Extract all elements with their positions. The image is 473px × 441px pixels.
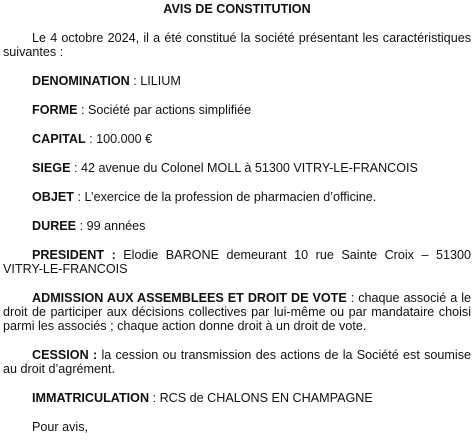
field-label: FORME (32, 103, 78, 117)
field-label: SIEGE (32, 161, 71, 175)
closing-line: Pour avis, (32, 420, 88, 434)
field-separator: : (76, 219, 87, 233)
field-separator: : (346, 291, 359, 305)
field-label: ADMISSION AUX ASSEMBLEES ET DROIT DE VOTE (32, 291, 347, 305)
notice-title: AVIS DE CONSTITUTION (163, 2, 311, 16)
field-value: Société par actions simplifiée (87, 103, 252, 117)
field-value: chaque associé a le droit de participer aux décisions collectives par lui-même ou par mandataire choisi parmi les associés ; chaque action donne droit à un droit de vote. (3, 291, 471, 333)
field-siege (3, 161, 471, 175)
field-duree (3, 219, 471, 233)
field-separator: : (129, 74, 141, 88)
field-label: DENOMINATION (32, 74, 130, 88)
field-label: OBJET (32, 190, 74, 204)
field-separator: : (70, 161, 81, 175)
field-value: 99 années (86, 219, 146, 233)
field-objet (3, 190, 471, 204)
field-separator: : (149, 391, 160, 405)
field-value: 100.000 € (96, 132, 153, 146)
field-separator: : (77, 103, 88, 117)
field-cession (3, 348, 471, 376)
field-separator: : (85, 132, 97, 146)
field-label: IMMATRICULATION (32, 391, 150, 405)
field-value: L’exercice de la profession de pharmacien d’officine. (84, 190, 377, 204)
field-separator: : (74, 190, 85, 204)
field-label: CESSION : (32, 348, 98, 362)
field-admission (3, 291, 471, 333)
field-value: Elodie BARONE demeurant 10 rue Sainte Croix – 51300 VITRY-LE-FRANCOIS (3, 248, 471, 276)
field-denomination (3, 74, 471, 88)
field-president (3, 248, 471, 276)
field-value: RCS de CHALONS EN CHAMPAGNE (159, 391, 373, 405)
field-immatriculation (3, 391, 471, 405)
field-forme (3, 103, 471, 117)
field-label: PRESIDENT : (32, 248, 116, 262)
field-label: DUREE (32, 219, 77, 233)
field-value: LILIUM (140, 74, 181, 88)
field-value: la cession ou transmission des actions de la Société est soumise au droit d’agrément. (3, 348, 472, 376)
field-capital (3, 132, 471, 146)
field-value: 42 avenue du Colonel MOLL à 51300 VITRY-LE-FRANCOIS (81, 161, 418, 175)
intro-paragraph: Le 4 octobre 2024, il a été constitué la société présentant les caractéristiques suivantes : (3, 31, 471, 59)
field-label: CAPITAL (32, 132, 86, 146)
